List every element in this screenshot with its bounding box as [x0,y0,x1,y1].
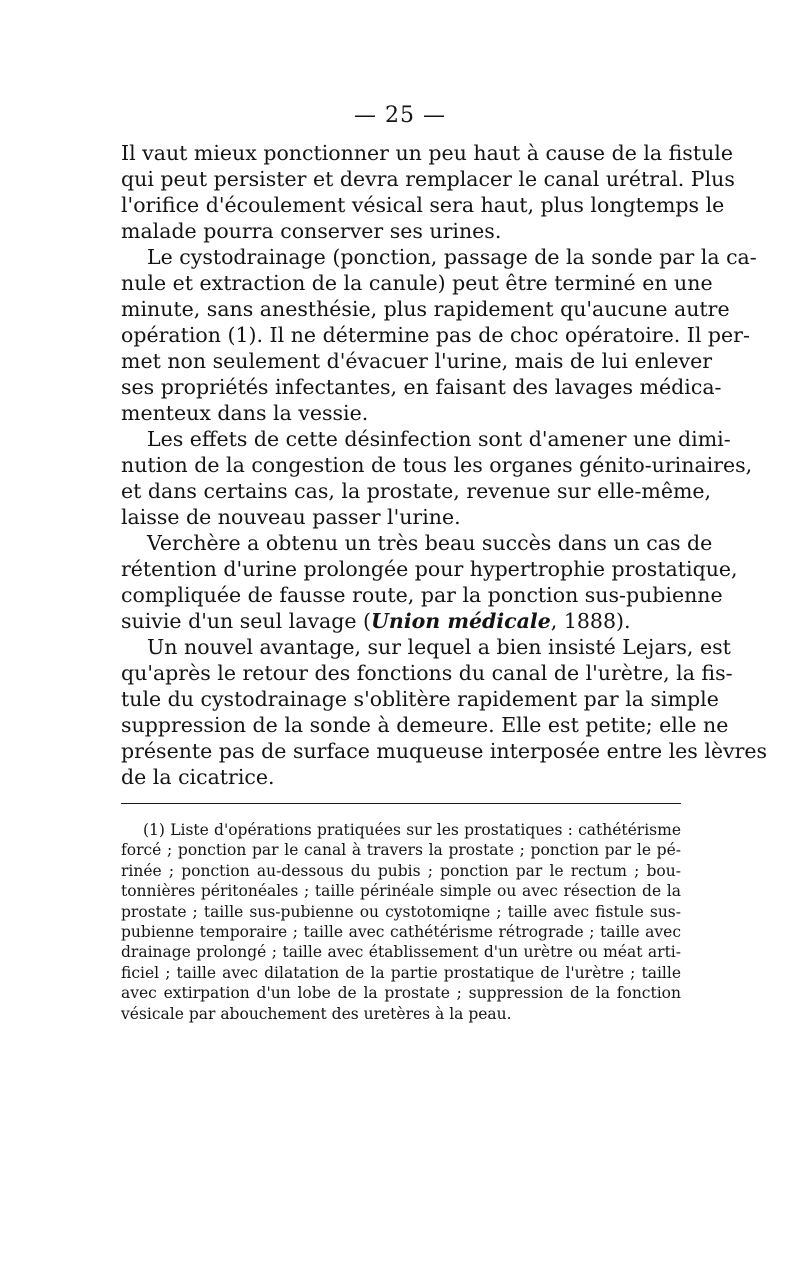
body-line: présente pas de surface muqueuse interposée entre les lèvres [121,739,768,763]
body-line-citation [121,608,681,634]
footnote-divider [121,803,681,804]
body-text [121,140,768,790]
body-line: ses propriétés infectantes, en faisant des lavages médica- [121,375,722,399]
body-line: Un nouvel avantage, sur lequel a bien insisté Lejars, est [147,635,731,659]
body-line: de la cicatrice. [121,765,275,789]
body-line: malade pourra conserver ses urines. [121,219,502,243]
citation-prefix: suivie d'un seul lavage ( [121,609,372,633]
journal-title: Union médicale [371,609,551,633]
body-line: et dans certains cas, la prostate, revenue sur elle-même, [121,479,712,503]
body-line: menteux dans la vessie. [121,401,369,425]
body-line: tule du cystodrainage s'oblitère rapidement par la simple [121,687,719,711]
body-line: opération (1). Il ne détermine pas de choc opératoire. Il per- [121,323,750,347]
body-line: Le cystodrainage (ponction, passage de la sonde par la ca- [147,245,757,269]
page-number: — 25 — [354,103,446,128]
body-line: Les effets de cette désinfection sont d'amener une dimi- [147,427,731,451]
body-line: met non seulement d'évacuer l'urine, mais de lui enlever [121,349,712,373]
footnote [121,820,681,1024]
footnote-line: pubienne temporaire ; taille avec cathétérisme rétrograde ; taille avec [121,922,681,941]
body-line: nule et extraction de la canule) peut être terminé en une [121,271,713,295]
footnote-line: ficiel ; taille avec dilatation de la partie prostatique de l'urètre ; taille [121,963,681,982]
footnote-line: avec extirpation d'un lobe de la prostate ; suppression de la fonction [121,984,681,1003]
body-line: Verchère a obtenu un très beau succès dans un cas de [147,531,713,555]
body-line: l'orifice d'écoulement vésical sera haut, plus longtemps le [121,193,725,217]
body-line: compliquée de fausse route, par la ponction sus-pubienne [121,583,723,607]
citation-suffix: , 1888). [550,609,631,633]
footnote-line: (1) Liste d'opérations pratiquées sur les prostatiques : cathétérisme [143,821,681,839]
body-line: minute, sans anesthésie, plus rapidement qu'aucune autre [121,297,730,321]
body-line: rétention d'urine prolongée pour hypertrophie prostatique, [121,557,738,581]
body-line: nution de la congestion de tous les organes génito-urinaires, [121,453,753,477]
body-line: qu'après le retour des fonctions du canal de l'urètre, la fis- [121,661,733,685]
footnote-line: vésicale par abouchement des uretères à la peau. [121,1004,512,1023]
body-line: suppression de la sonde à demeure. Elle est petite; elle ne [121,713,729,737]
footnote-line: drainage prolongé ; taille avec établissement d'un urètre ou méat arti- [121,943,681,962]
footnote-line: tonnières péritonéales ; taille périnéale simple ou avec résection de la [121,882,681,901]
body-line: Il vaut mieux ponctionner un peu haut à cause de la fistule [121,141,733,165]
body-line: qui peut persister et devra remplacer le canal urétral. Plus [121,167,735,191]
footnote-line: prostate ; taille sus-pubienne ou cystotomiqne ; taille avec fistule sus- [121,902,681,921]
footnote-line: rinée ; ponction au-dessous du pubis ; ponction par le rectum ; bou- [121,861,681,880]
body-line: laisse de nouveau passer l'urine. [121,505,461,529]
footnote-line: forcé ; ponction par le canal à travers la prostate ; ponction par le pé- [121,841,681,860]
